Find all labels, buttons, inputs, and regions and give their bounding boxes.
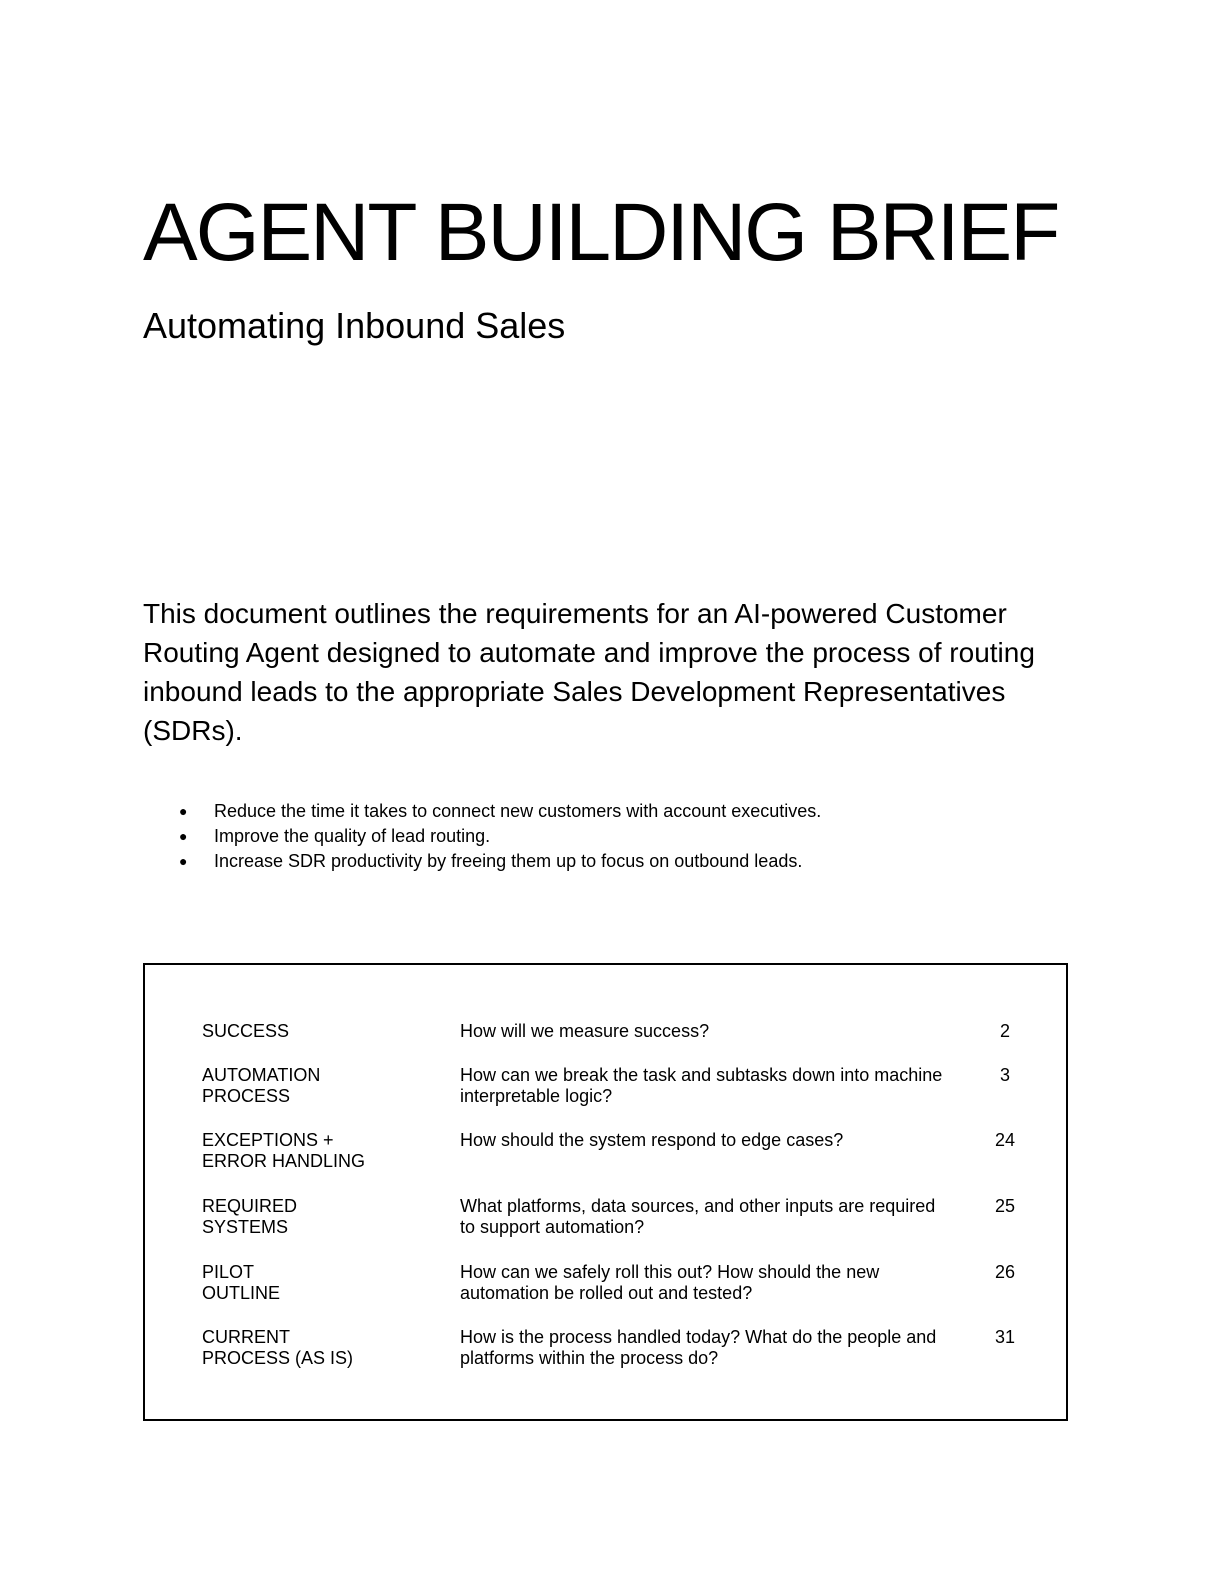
toc-question: How should the system respond to edge cases? [460,1130,844,1150]
row-divider [1066,1120,1068,1183]
toc-question: What platforms, data sources, and other inputs are required to support automation? [460,1196,936,1237]
toc-question: How can we safely roll this out? How should the new automation be rolled out and tested? [460,1262,880,1303]
intro-paragraph: This document outlines the requirements for an AI-powered Customer Routing Agent designed to automate and improve the process of routing inbound leads to the appropriate Sales Development Representatives (SDRs). [143,598,1035,746]
document-subtitle: Automating Inbound Sales [143,305,566,346]
toc-question: How will we measure success? [460,1021,710,1041]
goal-item [143,799,821,824]
bullet-icon: ● [179,803,188,819]
toc-question: How is the process handled today? What do the people and platforms within the process do? [460,1327,937,1368]
row-divider [143,1185,145,1249]
toc-page-number: 3 [999,1065,1010,1085]
toc-section-label: CURRENT PROCESS (AS IS) [202,1327,354,1368]
toc-page-number: 31 [994,1327,1016,1347]
toc-section-label: AUTOMATION PROCESS [202,1065,321,1106]
goal-item [143,824,821,849]
row-divider [1066,1251,1068,1315]
toc-page-number: 26 [994,1262,1016,1282]
row-divider [1066,1317,1068,1380]
row-divider [143,1317,145,1380]
goals-list [143,799,821,874]
toc-question: How can we break the task and subtasks down into machine interpretable logic? [460,1065,943,1106]
document-title: AGENT BUILDING BRIEF [143,187,1059,278]
bullet-icon: ● [179,828,188,844]
toc-section-label: EXCEPTIONS + ERROR HANDLING [202,1130,366,1171]
goal-text: Increase SDR productivity by freeing them up to focus on outbound leads. [214,851,803,871]
toc-section-label: REQUIRED SYSTEMS [202,1196,298,1237]
row-divider [143,1251,145,1315]
toc-page-number: 24 [994,1130,1016,1150]
bullet-icon: ● [179,853,188,869]
goal-text: Reduce the time it takes to connect new customers with account executives. [214,801,822,821]
toc-section-label: PILOT OUTLINE [202,1262,281,1303]
goal-item [143,849,821,874]
toc-page-number: 25 [994,1196,1016,1216]
row-divider [1066,1009,1068,1053]
row-divider [143,1053,145,1119]
toc-page-number: 2 [999,1021,1010,1041]
row-divider [1066,1185,1068,1249]
row-divider [1066,1053,1068,1119]
toc-section-label: SUCCESS [202,1021,290,1041]
row-divider [143,1009,145,1053]
row-divider [143,1120,145,1183]
goal-text: Improve the quality of lead routing. [214,826,491,846]
table-of-contents [143,963,1068,1421]
